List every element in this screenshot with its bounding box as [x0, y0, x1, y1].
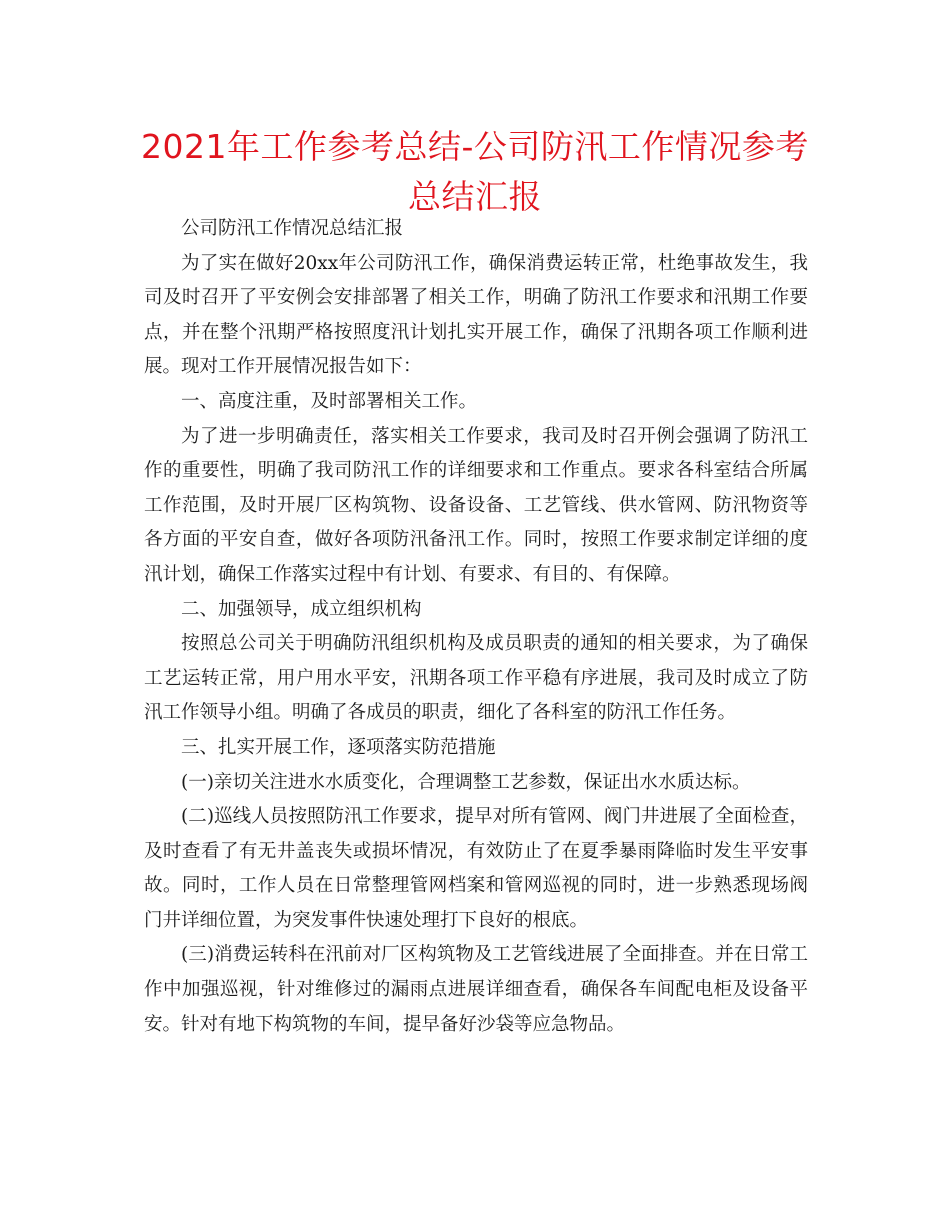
section-heading-2: 二、加强领导，成立组织机构 [181, 598, 422, 620]
document-body [144, 212, 808, 1042]
paragraph-subtitle: 公司防汛工作情况总结汇报 [181, 218, 404, 239]
document-title: 2021年工作参考总结-公司防汛工作情况参考总结汇报 [141, 127, 809, 216]
paragraph-item-1: (一)亲切关注进水水质变化，合理调整工艺参数，保证出水水质达标。 [181, 771, 751, 793]
section-heading-1: 一、高度注重，及时部署相关工作。 [181, 390, 478, 412]
paragraph-intro: 为了实在做好20xx年公司防汛工作，确保消费运转正常，杜绝事故发生，我司及时召开了平安例会安排部署了相关工作，明确了防汛工作要求和汛期工作要点，并在整个汛期严格按照度汛计划扎实开展工作，确保了汛期各项工作顺利进展。现对工作开展情况报告如下： [144, 252, 808, 378]
section-heading-3: 三、扎实开展工作，逐项落实防范措施 [181, 736, 496, 758]
paragraph-item-2: (二)巡线人员按照防汛工作要求，提早对所有管网、阀门井进展了全面检查，及时查看了有无井盖丧失或损坏情况，有效防止了在夏季暴雨降临时发生平安事故。同时，工作人员在日常整理管网档案和管网巡视的同时，进一步熟悉现场阀门井详细位置，为突发事件快速处理打下良好的根底。 [144, 806, 808, 931]
paragraph-section-2: 按照总公司关于明确防汛组织机构及成员职责的通知的相关要求，为了确保工艺运转正常，用户用水平安，汛期各项工作平稳有序进展，我司及时成立了防汛工作领导小组。明确了各成员的职责，细化了各科室的防汛工作任务。 [144, 633, 808, 724]
paragraph-section-1: 为了进一步明确责任，落实相关工作要求，我司及时召开例会强调了防汛工作的重要性，明确了我司防汛工作的详细要求和工作重点。要求各科室结合所属工作范围，及时开展厂区构筑物、设备设备、工艺管线、供水管网、防汛物资等各方面的平安自查，做好各项防汛备汛工作。同时，按照工作要求制定详细的度汛计划，确保工作落实过程中有计划、有要求、有目的、有保障。 [144, 425, 808, 585]
paragraph-item-3: (三)消费运转科在汛前对厂区构筑物及工艺管线进展了全面排查。并在日常工作中加强巡视，针对维修过的漏雨点进展详细查看，确保各车间配电柜及设备平安。针对有地下构筑物的车间，提早备好沙袋等应急物品。 [144, 944, 808, 1035]
